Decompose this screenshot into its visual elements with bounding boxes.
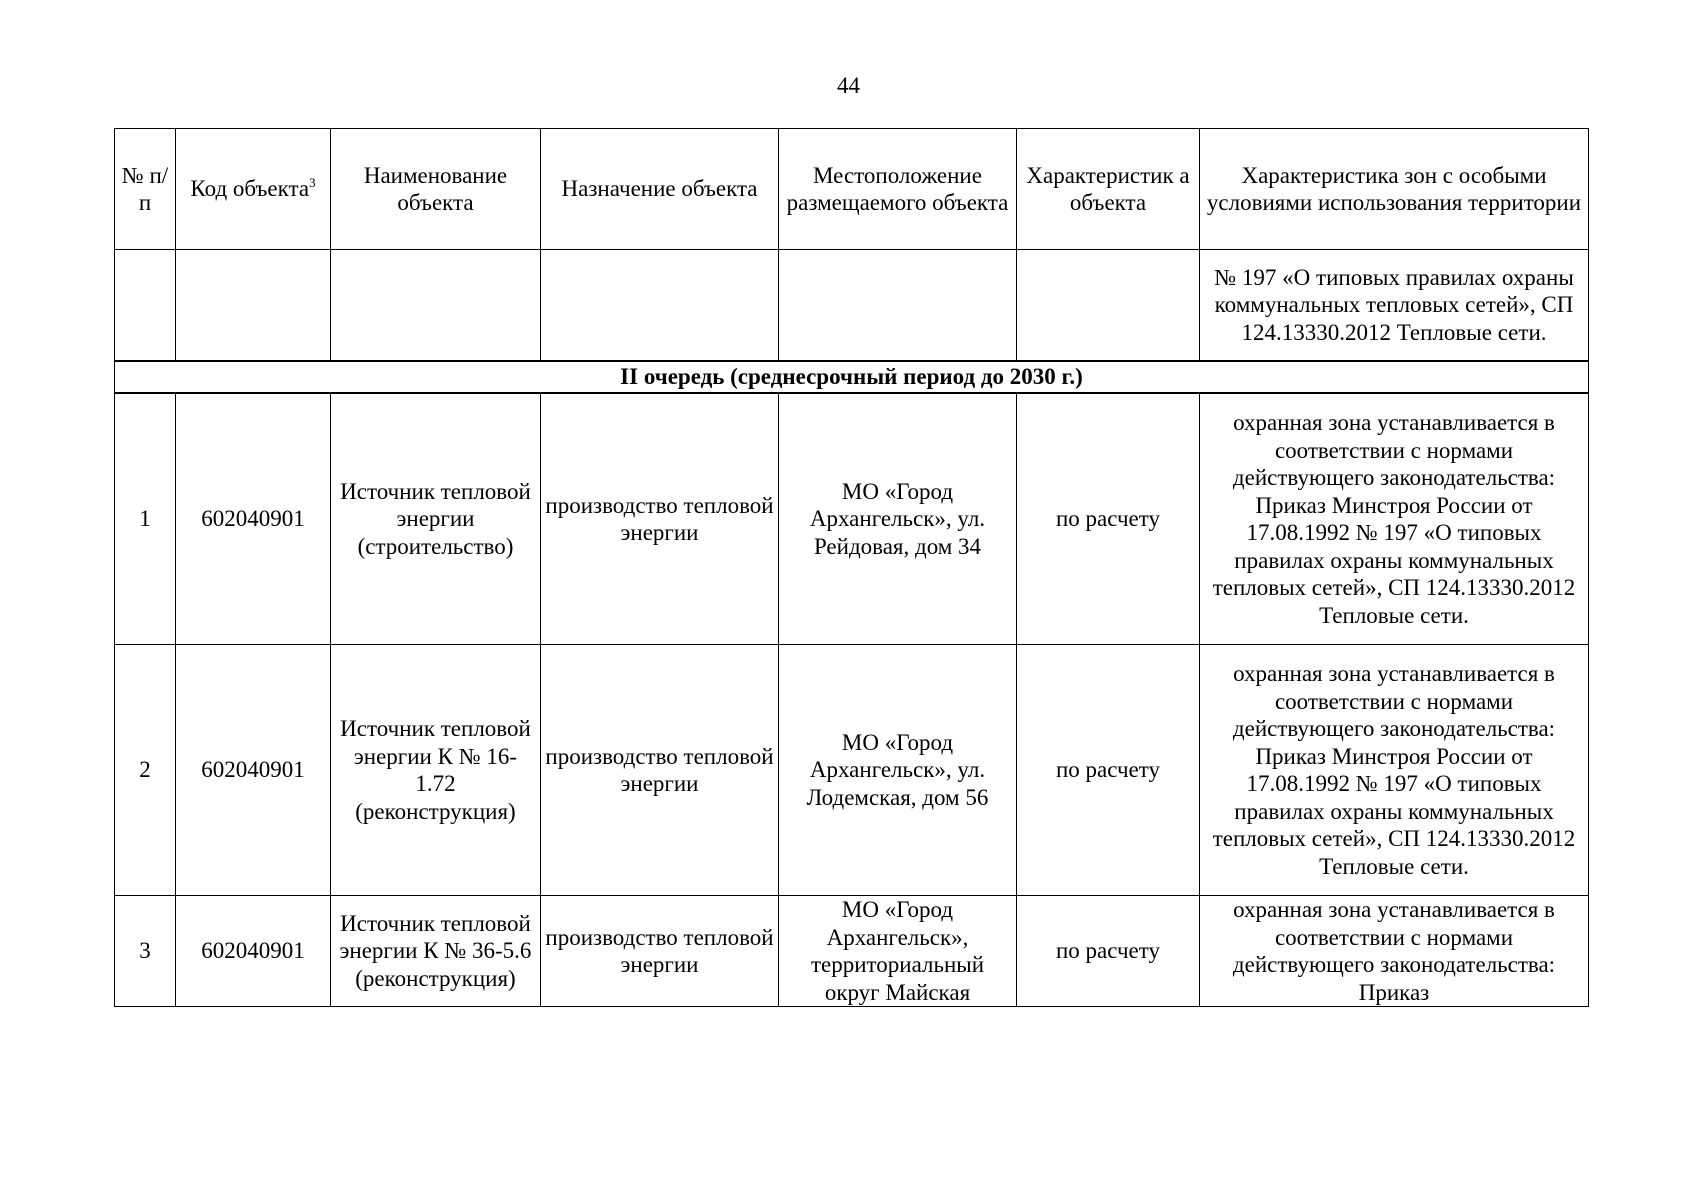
section-title: II очередь (среднесрочный период до 2030 г.)	[115, 361, 1589, 393]
cell-code	[176, 250, 331, 362]
header-code	[176, 129, 331, 250]
cell-num: 2	[115, 645, 176, 896]
header-location: Местоположение размещаемого объекта	[779, 129, 1017, 250]
cell-purpose: производство тепловой энергии	[541, 645, 779, 896]
cell-num	[115, 250, 176, 362]
cell-num: 1	[115, 393, 176, 645]
cell-zones: охранная зона устанавливается в соответствии с нормами действующего законодательства: Приказ	[1200, 896, 1589, 1007]
cell-code: 602040901	[176, 896, 331, 1007]
cell-location	[779, 250, 1017, 362]
header-num: № п/п	[115, 129, 176, 250]
cell-zones: № 197 «О типовых правилах охраны коммунальных тепловых сетей», СП 124.13330.2012 Тепловые сети.	[1200, 250, 1589, 362]
continuation-row	[115, 250, 1589, 362]
cell-characteristic: по расчету	[1017, 896, 1200, 1007]
cell-zones: охранная зона устанавливается в соответствии с нормами действующего законодательства: Приказ Минстроя России от 17.08.1992 № 197 «О типовых правилах охраны коммунальных тепловых сетей», СП 124.13330.2012 Тепловые сети.	[1200, 393, 1589, 645]
cell-name: Источник тепловой энергии К № 16-1.72 (реконструкция)	[331, 645, 541, 896]
cell-code: 602040901	[176, 393, 331, 645]
table-row	[115, 896, 1589, 1007]
cell-location: МО «Город Архангельск», ул. Рейдовая, дом 34	[779, 393, 1017, 645]
cell-name	[331, 250, 541, 362]
table-row	[115, 393, 1589, 645]
cell-name: Источник тепловой энергии (строительство)	[331, 393, 541, 645]
header-code-label: Код объекта	[190, 176, 310, 202]
cell-location: МО «Город Архангельск», территориальный округ Майская	[779, 896, 1017, 1007]
header-characteristic: Характеристик а объекта	[1017, 129, 1200, 250]
footnote-ref: 3	[309, 174, 316, 190]
cell-characteristic	[1017, 250, 1200, 362]
objects-table	[114, 128, 1589, 1007]
cell-characteristic: по расчету	[1017, 393, 1200, 645]
cell-purpose: производство тепловой энергии	[541, 896, 779, 1007]
header-row	[115, 129, 1589, 250]
page-number: 44	[837, 73, 860, 98]
cell-location: МО «Город Архангельск», ул. Лодемская, дом 56	[779, 645, 1017, 896]
header-zones: Характеристика зон с особыми условиями использования территории	[1200, 129, 1589, 250]
header-purpose: Назначение объекта	[541, 129, 779, 250]
cell-code: 602040901	[176, 645, 331, 896]
cell-num: 3	[115, 896, 176, 1007]
header-name: Наименование объекта	[331, 129, 541, 250]
cell-name: Источник тепловой энергии К № 36-5.6 (реконструкция)	[331, 896, 541, 1007]
cell-zones: охранная зона устанавливается в соответствии с нормами действующего законодательства: Приказ Минстроя России от 17.08.1992 № 197 «О типовых правилах охраны коммунальных тепловых сетей», СП 124.13330.2012 Тепловые сети.	[1200, 645, 1589, 896]
cell-purpose	[541, 250, 779, 362]
section-row	[115, 361, 1589, 393]
cell-purpose: производство тепловой энергии	[541, 393, 779, 645]
table-row	[115, 645, 1589, 896]
cell-characteristic: по расчету	[1017, 645, 1200, 896]
